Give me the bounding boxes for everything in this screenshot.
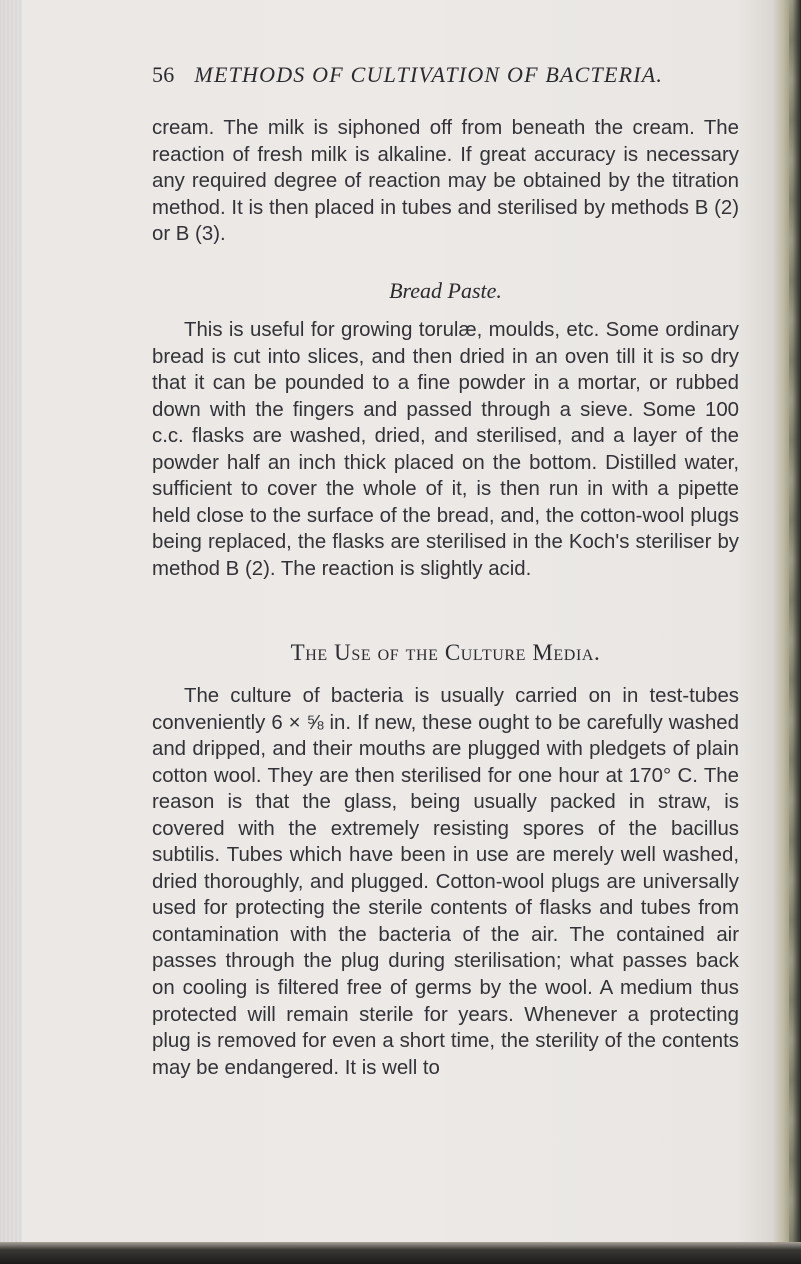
bread-paste-block bbox=[152, 317, 739, 582]
page-edge-texture bbox=[789, 0, 799, 1264]
running-header bbox=[152, 62, 752, 88]
running-title: METHODS OF CULTIVATION OF BACTERIA. bbox=[194, 62, 664, 87]
gutter-shadow bbox=[0, 0, 22, 1264]
bread-paste-paragraph: This is useful for growing torulæ, moulds, etc. Some ordinary bread is cut into slices, and then dried in an oven till it is so dry that it can be pounded to a fine powder in a mortar, or rubbed down with the fingers and passed through a sieve. Some 100 c.c. flasks are washed, dried, and sterilised, and a layer of the powder half an inch thick placed on the bottom. Distilled water, sufficient to cover the whole of it, is then run in with a pipette held close to the surface of the bread, and, the cotton-wool plugs being replaced, the flasks are sterilised in the Koch's steriliser by method B (2). The reaction is slightly acid. bbox=[152, 319, 739, 580]
culture-media-paragraph: The culture of bacteria is usually carried on in test-tubes conveniently 6 × ⅝ in. If new, these ought to be carefully washed and dripped, and their mouths are plugged with pledgets of plain cotton wool. They are then sterilised for one hour at 170° C. The reason is that the glass, being usually packed in straw, is covered with the extremely resisting spores of the bacillus subtilis. Tubes which have been in use are merely well washed, dried thoroughly, and plugged. Cotton-wool plugs are universally used for protecting the sterile contents of flasks and tubes from contamination with the bacteria of the air. The contained air passes through the plug during sterilisation; what passes back on cooling is filtered free of germs by the wool. A medium thus protected will remain sterile for years. Whenever a protecting plug is removed for even a short time, the sterility of the contents may be endangered. It is well to bbox=[152, 685, 739, 1079]
section-title-bread-paste: Bread Paste. bbox=[389, 278, 502, 303]
page-number: 56 bbox=[152, 62, 175, 87]
culture-media-block bbox=[152, 683, 739, 1081]
intro-paragraph: cream. The milk is siphoned off from beneath the cream. The reaction of fresh milk is alkaline. If great accuracy is necessary any required degree of reaction may be obtained by the titration method. It is then placed in tubes and sterilised by methods B (2) or B (3). bbox=[152, 117, 739, 246]
intro-paragraph-block bbox=[152, 115, 739, 248]
section-heading-culture-media: The Use of the Culture Media. bbox=[290, 640, 601, 665]
bottom-page-shadow bbox=[0, 1242, 801, 1264]
